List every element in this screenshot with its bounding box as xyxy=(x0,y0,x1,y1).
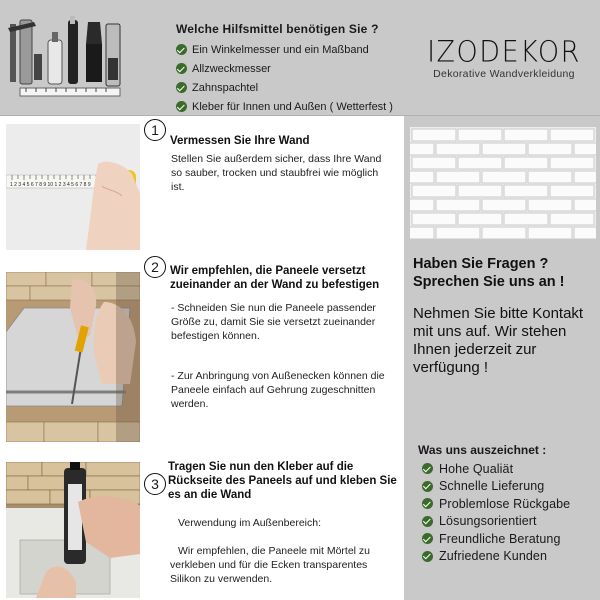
tools-illustration xyxy=(6,14,130,106)
features-heading: Was uns auszeichnet : xyxy=(418,443,547,457)
check-icon xyxy=(422,551,433,562)
list-item: Allzweckmesser xyxy=(176,59,393,78)
step-2-title: Wir empfehlen, die Paneele versetzt zueinander an der Wand zu befestigen xyxy=(170,265,380,291)
brand-logo xyxy=(424,35,584,80)
step-3-number-badge: 3 xyxy=(144,473,166,495)
tools-heading: Welche Hilfsmittel benötigen Sie ? xyxy=(176,22,379,36)
check-icon xyxy=(422,516,433,527)
list-item: Ein Winkelmesser und ein Maßband xyxy=(176,40,393,59)
ruler-digits: 1 2 3 4 5 6 7 8 9 10 1 2 3 4 5 6 7 8 9 xyxy=(10,182,91,188)
tools-list xyxy=(176,40,393,116)
list-item: Kleber für Innen und Außen ( Wetterfest ) xyxy=(176,97,393,116)
check-icon xyxy=(422,481,433,492)
check-icon xyxy=(176,101,187,112)
step-1-number-badge: 1 xyxy=(144,119,166,141)
list-item: Schnelle Lieferung xyxy=(422,478,570,496)
contact-heading: Haben Sie Fragen ? Sprechen Sie uns an ! xyxy=(413,256,565,290)
check-icon xyxy=(176,44,187,55)
step-1-image xyxy=(6,124,140,250)
check-icon xyxy=(422,463,433,474)
step-3-text-outdoor: Verwendung im Außenbereich: xyxy=(178,517,322,529)
list-item: Problemlose Rückgabe xyxy=(422,495,570,513)
step-2-number-badge: 2 xyxy=(144,256,166,278)
brick-panel-image xyxy=(410,127,596,239)
logo-tagline: Dekorative Wandverkleidung xyxy=(433,68,575,80)
contact-text: Nehmen Sie bitte Kontakt mit uns auf. Wir stehen Ihnen jederzeit zur verfügung ! xyxy=(413,305,584,376)
header-bar xyxy=(0,0,600,116)
list-item: Freundliche Beratung xyxy=(422,530,570,548)
contact-sidebar xyxy=(404,116,600,600)
step-2-text-corners: - Zur Anbringung von Außenecken können die Paneele einfach auf Gehrung zugeschnitten werden. xyxy=(171,370,385,410)
step-1-title: Vermessen Sie Ihre Wand xyxy=(170,135,310,147)
list-item: Zufriedene Kunden xyxy=(422,548,570,566)
step-3-title: Tragen Sie nun den Kleber auf die Rückseite des Paneels auf und kleben Sie es an die Wand xyxy=(168,461,397,501)
tools-icon xyxy=(6,14,130,106)
list-item: Lösungsorientiert xyxy=(422,513,570,531)
check-icon xyxy=(176,82,187,93)
step-3-image xyxy=(6,462,140,598)
features-list xyxy=(422,460,570,565)
check-icon xyxy=(422,533,433,544)
step-2-image xyxy=(6,272,140,442)
list-item: Zahnspachtel xyxy=(176,78,393,97)
step-3-text-mortar: Wir empfehlen, die Paneele mit Mörtel zu verkleben und für die Ecken transparentes Silikon zu verwenden. xyxy=(170,545,370,585)
list-item: Hohe Qualiät xyxy=(422,460,570,478)
step-1-text: Stellen Sie außerdem sicher, dass Ihre Wand so sauber, trocken und staubfrei wie möglich ist. xyxy=(171,153,382,193)
logo-wordmark: IZODEKOR xyxy=(427,35,581,70)
check-icon xyxy=(422,498,433,509)
step-2-text-cut: - Schneiden Sie nun die Paneele passender Größe zu, damit Sie sie versetzt zueinander befestigen können. xyxy=(171,302,376,342)
check-icon xyxy=(176,63,187,74)
